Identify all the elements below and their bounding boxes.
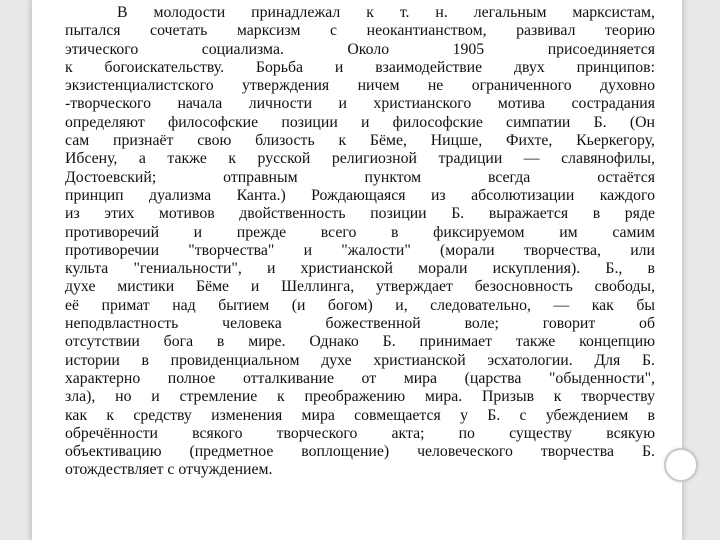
- text-line: Достоевский; отправным пунктом всегда остаётся: [65, 168, 655, 186]
- decorative-circle: [664, 448, 698, 482]
- text-line: как к средству изменения мира совмещается у Б. с убеждением в: [65, 406, 655, 424]
- text-line: отсутствии бога в мире. Однако Б. принимает также концепцию: [65, 333, 655, 351]
- text-line: неподвластность человека божественной воле; говорит об: [65, 315, 655, 333]
- text-line: культа "гениальности", и христианской морали искупления). Б., в: [65, 260, 655, 278]
- text-line: принцип дуализма Канта.) Рождающаяся из абсолютизации каждого: [65, 186, 655, 204]
- text-line: истории в провиденциальном духе христианской эсхатологии. Для Б.: [65, 351, 655, 369]
- text-line: сам признаёт свою близость к Бёме, Ницше, Фихте, Кьеркегору,: [65, 132, 655, 150]
- text-line: обречённости всякого творческого акта; по существу всякую: [65, 424, 655, 442]
- text-line: Ибсену, а также к русской религиозной традиции — славянофилы,: [65, 150, 655, 168]
- text-line: объективацию (предметное воплощение) человеческого творчества Б.: [65, 443, 655, 461]
- text-line: зла), но и стремление к преображению мира. Призыв к творчеству: [65, 388, 655, 406]
- text-line: из этих мотивов двойственность позиции Б. выражается в ряде: [65, 205, 655, 223]
- text-line: В молодости принадлежал к т. н. легальным марксистам,: [117, 4, 655, 21]
- text-line: -творческого начала личности и христианского мотива сострадания: [65, 95, 655, 113]
- text-line: экзистенциалистского утверждения ничем не ограниченного духовно: [65, 77, 655, 95]
- text-line: к богоискательству. Борьба и взаимодействие двух принципов:: [65, 58, 655, 76]
- text-line: её примат над бытием (и богом) и, следовательно, — как бы: [65, 296, 655, 314]
- text-line: духе мистики Бёме и Шеллинга, утверждает безосновность свободы,: [65, 278, 655, 296]
- text-line: противоречии "творчества" и "жалости" (морали творчества, или: [65, 241, 655, 259]
- text-line: характерно полное отталкивание от мира (царства "обыденности",: [65, 369, 655, 387]
- body-text: [65, 4, 655, 480]
- text-line: отождествляет с отчуждением.: [65, 461, 273, 479]
- text-line: противоречий и прежде всего в фиксируемом им самим: [65, 223, 655, 241]
- text-line: определяют философские позиции и философские симпатии Б. (Он: [65, 113, 655, 131]
- text-line: этического социализма. Около 1905 присоединяется: [65, 40, 655, 58]
- text-line: пытался сочетать марксизм с неокантианством, развивал теорию: [65, 22, 655, 40]
